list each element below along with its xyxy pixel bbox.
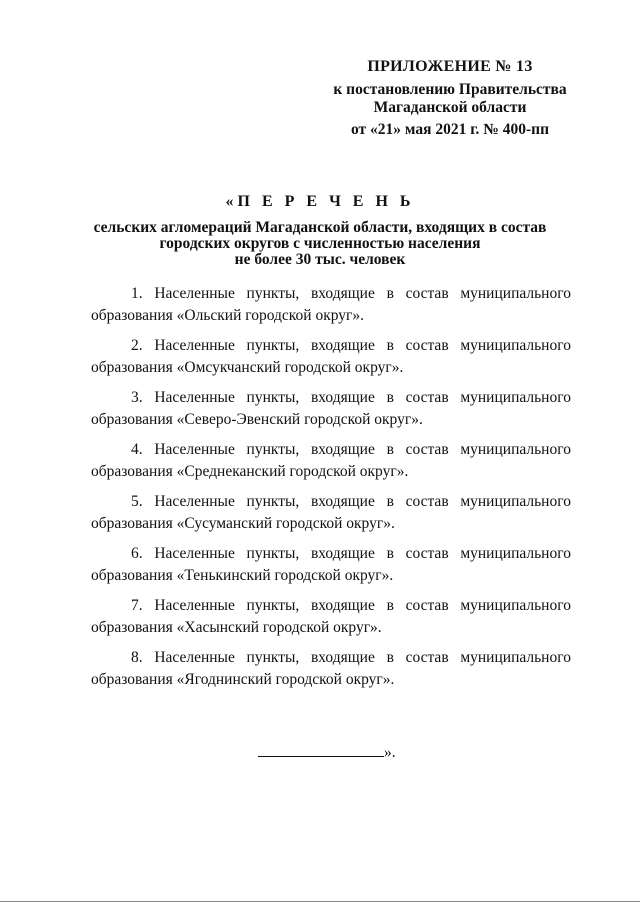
item-word: пункты, <box>246 389 300 406</box>
item-word: муниципального <box>460 285 571 302</box>
item-word: муниципального <box>460 649 571 666</box>
item-word: муниципального <box>460 441 571 458</box>
item-number: 4. <box>131 441 143 458</box>
item-word: состав <box>405 649 449 666</box>
item-word: пункты, <box>246 493 300 510</box>
closing-underline <box>258 746 384 757</box>
item-word: Населенные <box>154 389 235 406</box>
item-word: муниципального <box>460 493 571 510</box>
list-item-first-line <box>91 283 571 305</box>
heading-line-2: городских округов с численностью населения <box>159 235 481 252</box>
list-item-second-line: образования «Северо-Эвенский городской округ». <box>91 411 423 428</box>
item-number: 5. <box>131 493 143 510</box>
list-item-second-line: образования «Хасынский городской округ». <box>91 619 382 636</box>
item-word: в <box>386 337 394 354</box>
appendix-date-line: от «21» мая 2021 г. № 400-пп <box>350 121 549 138</box>
item-word: входящие <box>310 649 375 666</box>
item-word: Населенные <box>154 493 235 510</box>
closing-mark <box>258 744 396 762</box>
item-word: входящие <box>310 285 375 302</box>
list-item-first-line <box>91 647 571 669</box>
item-word: муниципального <box>460 545 571 562</box>
item-word: входящие <box>310 597 375 614</box>
item-word: Населенные <box>154 337 235 354</box>
list-item <box>91 595 571 639</box>
item-word: пункты, <box>246 649 300 666</box>
item-word: Населенные <box>154 597 235 614</box>
item-number: 3. <box>131 389 143 406</box>
item-word: муниципального <box>460 389 571 406</box>
appendix-title: ПРИЛОЖЕНИЕ № 13 <box>367 58 533 75</box>
item-number: 2. <box>131 337 143 354</box>
item-word: в <box>386 441 394 458</box>
closing-quote: ». <box>384 744 396 761</box>
list-item-first-line <box>91 335 571 357</box>
appendix-region-line: Магаданской области <box>373 99 527 116</box>
item-number: 1. <box>131 285 143 302</box>
item-number: 8. <box>131 649 143 666</box>
heading-line-3: не более 30 тыс. человек <box>234 251 406 268</box>
list-item <box>91 335 571 379</box>
list-item-second-line: образования «Ягоднинский городской округ». <box>91 671 395 688</box>
item-word: входящие <box>310 441 375 458</box>
list-item-second-line: образования «Омсукчанский городской округ». <box>91 359 404 376</box>
list-item <box>91 439 571 483</box>
document-heading <box>90 194 550 268</box>
list-item-second-line: образования «Среднеканский городской округ». <box>91 463 409 480</box>
item-word: Населенные <box>154 649 235 666</box>
item-number: 6. <box>131 545 143 562</box>
list-item <box>91 647 571 691</box>
item-word: пункты, <box>246 285 300 302</box>
item-word: пункты, <box>246 441 300 458</box>
item-word: муниципального <box>460 597 571 614</box>
heading-title: «П Е Р Е Ч Е Н Ь <box>225 193 415 210</box>
item-word: муниципального <box>460 337 571 354</box>
list-item-first-line <box>91 387 571 409</box>
item-word: состав <box>405 389 449 406</box>
item-word: состав <box>405 493 449 510</box>
list-item-first-line <box>91 439 571 461</box>
item-number: 7. <box>131 597 143 614</box>
item-word: входящие <box>310 493 375 510</box>
item-word: в <box>386 597 394 614</box>
item-word: в <box>386 545 394 562</box>
list-item-first-line <box>91 543 571 565</box>
heading-line-1: сельских агломераций Магаданской области, входящих в состав <box>93 219 547 236</box>
list-item <box>91 283 571 327</box>
list-item-second-line: образования «Сусуманский городской округ». <box>91 515 395 532</box>
appendix-header <box>300 58 600 138</box>
list-item <box>91 387 571 431</box>
item-word: Населенные <box>154 285 235 302</box>
appendix-decree-line: к постановлению Правительства <box>333 81 567 98</box>
item-word: в <box>386 285 394 302</box>
item-word: входящие <box>310 545 375 562</box>
item-word: в <box>386 493 394 510</box>
item-word: пункты, <box>246 545 300 562</box>
item-word: входящие <box>310 389 375 406</box>
item-word: входящие <box>310 337 375 354</box>
item-word: в <box>386 389 394 406</box>
list-item <box>91 543 571 587</box>
item-word: Населенные <box>154 545 235 562</box>
item-word: Населенные <box>154 441 235 458</box>
item-word: пункты, <box>246 337 300 354</box>
item-word: состав <box>405 545 449 562</box>
item-word: состав <box>405 597 449 614</box>
list-item-second-line: образования «Ольский городской округ». <box>91 307 365 324</box>
item-word: состав <box>405 337 449 354</box>
list-item-first-line <box>91 491 571 513</box>
item-word: состав <box>405 441 449 458</box>
list-item-second-line: образования «Тенькинский городской округ». <box>91 567 394 584</box>
item-word: в <box>386 649 394 666</box>
scan-bottom-edge <box>0 901 640 902</box>
item-word: пункты, <box>246 597 300 614</box>
list-item <box>91 491 571 535</box>
list-item-first-line <box>91 595 571 617</box>
item-word: состав <box>405 285 449 302</box>
